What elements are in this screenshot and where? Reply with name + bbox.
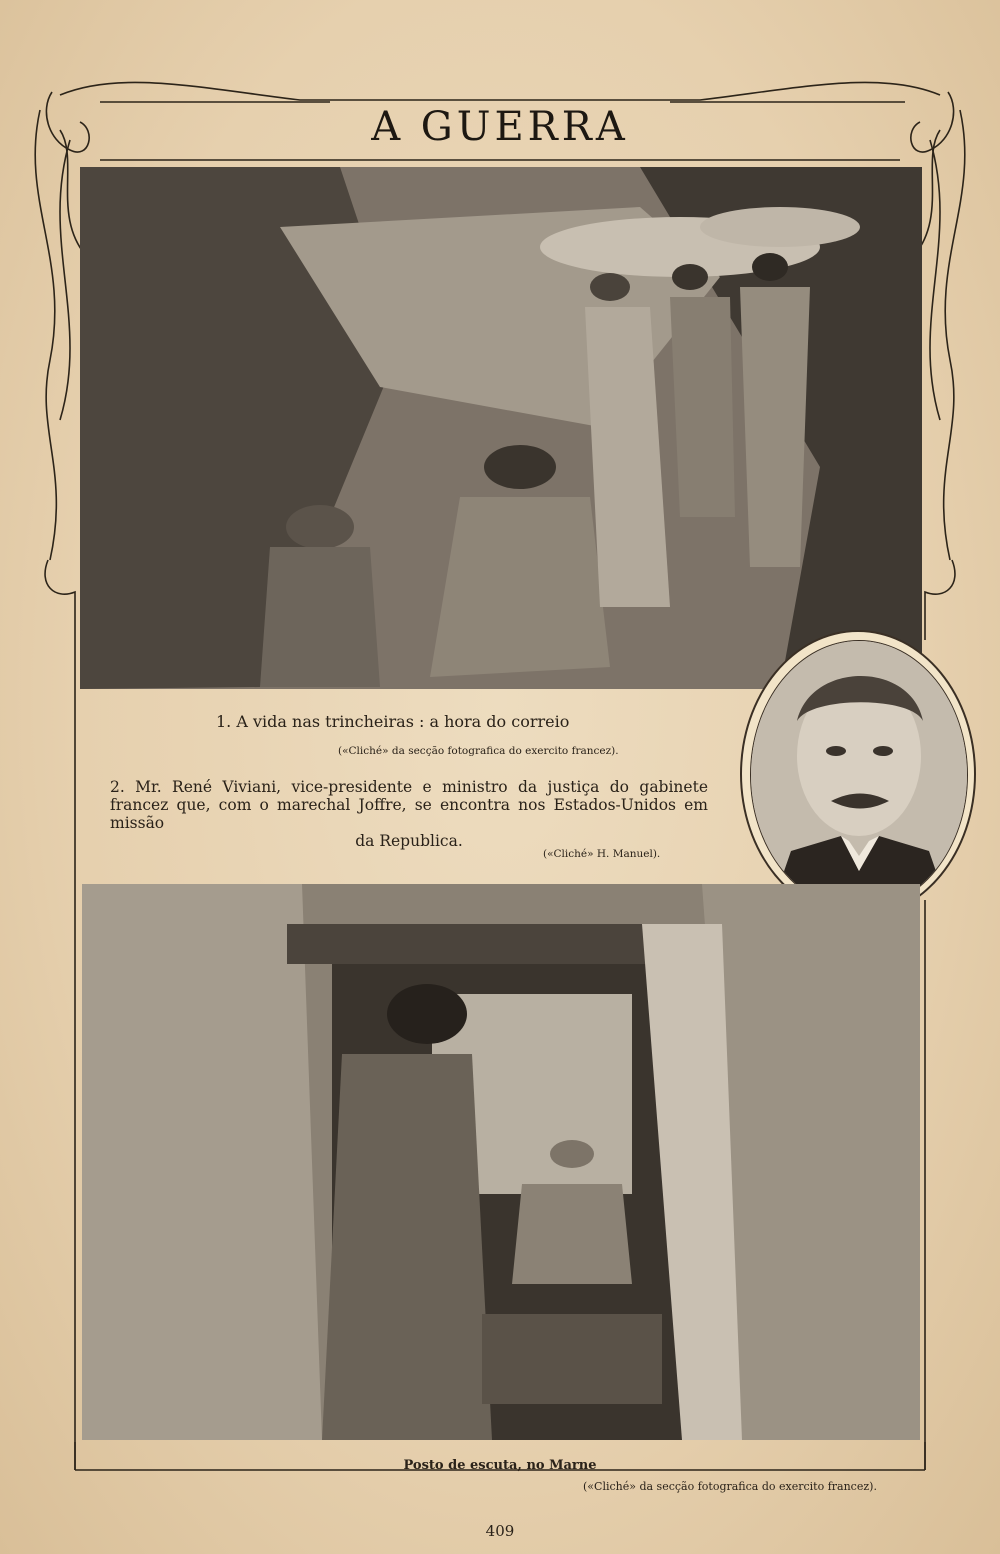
portrait-illustration xyxy=(751,641,967,909)
listening-post-illustration xyxy=(82,884,920,1440)
caption-viviani xyxy=(110,778,708,850)
caption-viviani-last-line: da Republica. xyxy=(355,832,463,850)
caption-viviani-text: 2. Mr. René Viviani, vice-presidente e ministro da justiça do gabinete francez que, com o marechal Joffre, se encontra nos Estados-Unidos em missão xyxy=(110,778,708,832)
page-title: A GUERRA xyxy=(371,104,629,150)
trench-mail-illustration xyxy=(80,167,922,689)
credit-viviani: («Cliché» H. Manuel). xyxy=(543,848,661,860)
portrait-viviani xyxy=(750,640,968,910)
caption-listening-post: Posto de escuta, no Marne xyxy=(403,1458,597,1473)
portrait-frame xyxy=(740,630,976,918)
page-number: 409 xyxy=(485,1522,515,1540)
photo-listening-post xyxy=(82,884,920,1440)
credit-listening-post: («Cliché» da secção fotografica do exercito francez). xyxy=(583,1480,877,1493)
photo-trench-mail xyxy=(80,167,922,689)
credit-trench-mail: («Cliché» da secção fotografica do exercito francez). xyxy=(338,745,619,757)
caption-trench-mail: 1. A vida nas trincheiras : a hora do correio xyxy=(216,712,570,731)
